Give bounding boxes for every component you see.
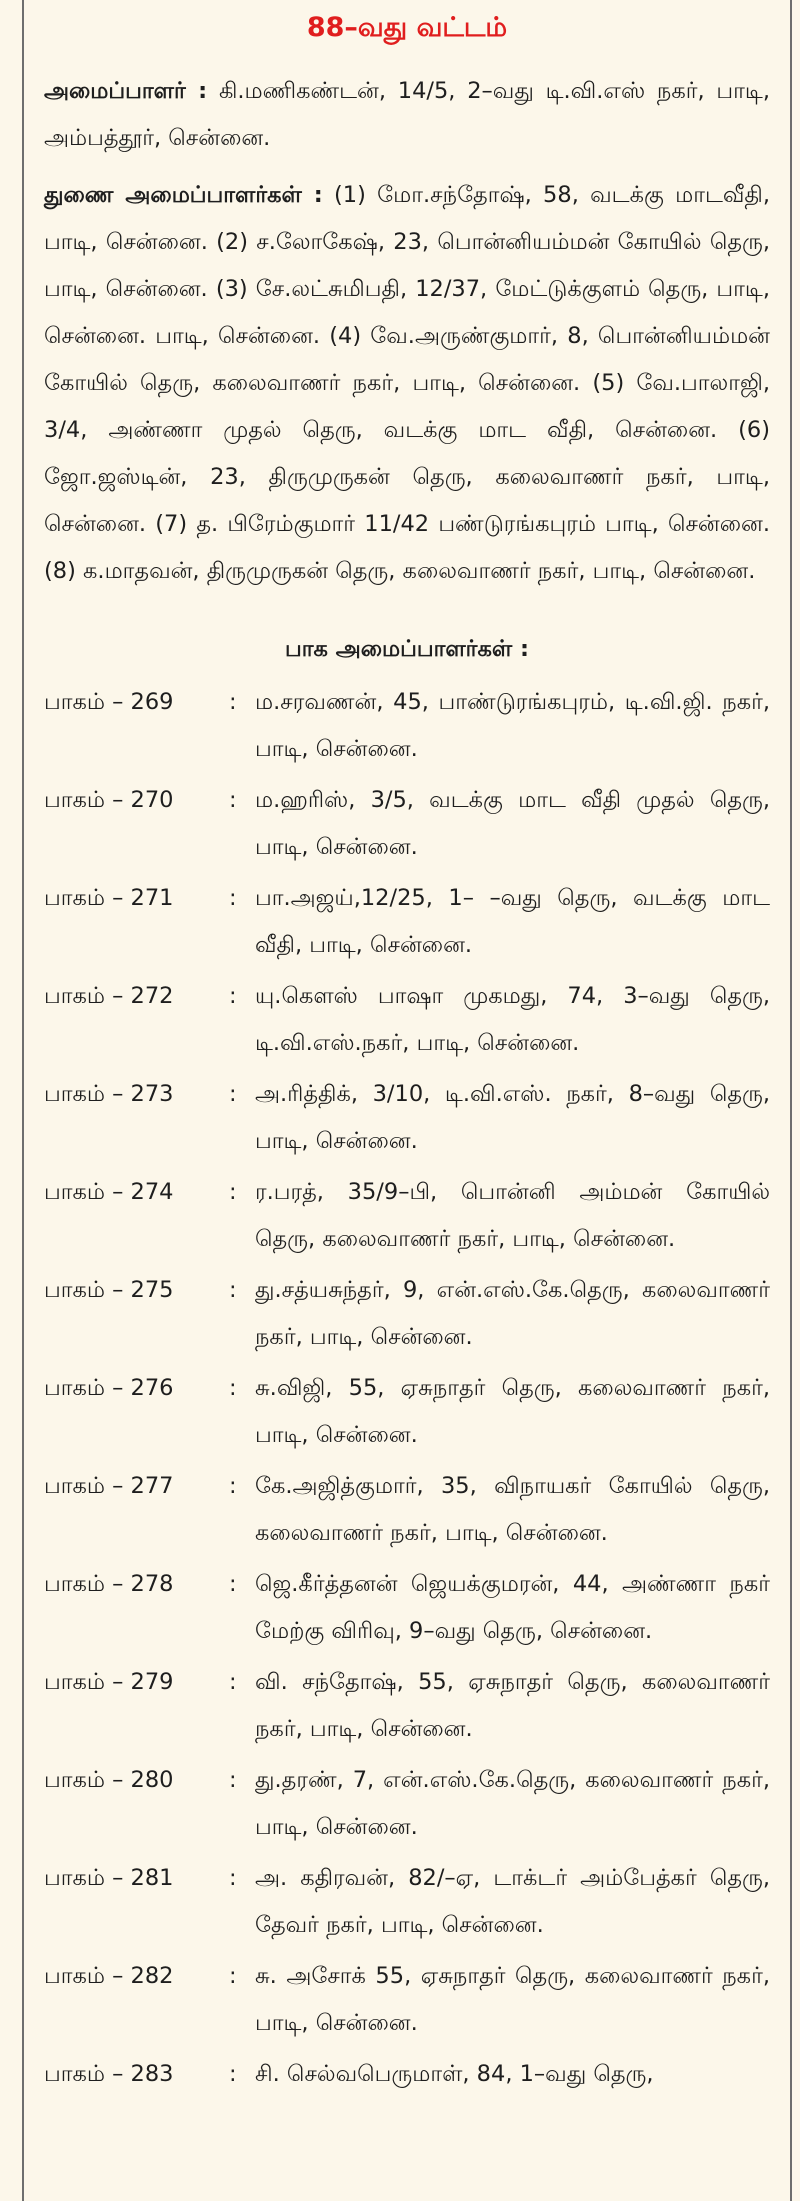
- entry-text: ர.பரத், 35/9–பி, பொன்னி அம்மன் கோயில் தெரு, கலைவாணர் நகர், பாடி, சென்னை.: [255, 1179, 770, 1252]
- entry-label: பாகம் – 276: [44, 1375, 174, 1401]
- entry-label: பாகம் – 270: [44, 787, 174, 813]
- entry-label: பாகம் – 280: [44, 1767, 174, 1793]
- organizer-text: கி.மணிகண்டன், 14/5, 2–வது டி.வி.எஸ் நகர், பாடி, அம்பத்தூர், சென்னை.: [44, 78, 770, 151]
- list-item: [44, 1463, 770, 1557]
- list-item: [44, 1561, 770, 1655]
- entry-text: சி. செல்வபெருமாள், 84, 1–வது தெரு,: [255, 2061, 654, 2087]
- entry-label: பாகம் – 271: [44, 885, 174, 911]
- entry-text: பா.அஜய்,12/25, 1– –வது தெரு, வடக்கு மாட வீதி, பாடி, சென்னை.: [255, 885, 770, 958]
- entry-label: பாகம் – 277: [44, 1473, 174, 1499]
- entry-label: பாகம் – 282: [44, 1963, 174, 1989]
- entry-label: பாகம் – 279: [44, 1669, 174, 1695]
- entry-separator: :: [229, 1963, 237, 1989]
- deputy-text: (1) மோ.சந்தோஷ், 58, வடக்கு மாடவீதி, பாடி, சென்னை. (2) ச.லோகேஷ், 23, பொன்னியம்மன் கோயில் தெரு, பாடி, சென்னை. (3) சே.லட்சுமிபதி, 12/37, மேட்டுக்குளம் தெரு, பாடி, சென்னை. பாடி, சென்னை. (4) வே.அருண்குமார், 8, பொன்னியம்மன் கோயில் தெரு, கலைவாணர் நகர், பாடி, சென்னை. (5) வே.பாலாஜி, 3/4, அண்ணா முதல் தெரு, வடக்கு மாட வீதி, சென்னை. (6) ஜோ.ஜஸ்டின், 23, திருமுருகன் தெரு, கலைவாணர் நகர், பாடி, சென்னை. (7) த. பிரேம்குமார் 11/42 பண்டுரங்கபுரம் பாடி, சென்னை. (8) க.மாதவன், திருமுருகன் தெரு, கலைவாணர் நகர், பாடி, சென்னை.: [44, 182, 770, 584]
- list-item: [44, 1659, 770, 1753]
- entry-label: பாகம் – 269: [44, 689, 174, 715]
- list-item: [44, 1365, 770, 1459]
- list-item: [44, 1757, 770, 1851]
- list-item: [44, 1953, 770, 2047]
- entry-separator: :: [229, 1473, 237, 1499]
- list-item: [44, 1169, 770, 1263]
- entry-label: பாகம் – 274: [44, 1179, 174, 1205]
- entry-text: கே.அஜித்குமார், 35, விநாயகர் கோயில் தெரு, கலைவாணர் நகர், பாடி, சென்னை.: [255, 1473, 770, 1546]
- entry-label: பாகம் – 273: [44, 1081, 174, 1107]
- entry-separator: :: [229, 689, 237, 715]
- entry-text: ம.சரவணன், 45, பாண்டுரங்கபுரம், டி.வி.ஜி. நகர், பாடி, சென்னை.: [255, 689, 770, 762]
- entry-text: சு.விஜி, 55, ஏசுநாதர் தெரு, கலைவாணர் நகர், பாடி, சென்னை.: [255, 1375, 770, 1448]
- list-item: [44, 1855, 770, 1949]
- entry-separator: :: [229, 1179, 237, 1205]
- deputy-label: துணை அமைப்பாளர்கள் :: [44, 182, 323, 208]
- document-page: [22, 0, 792, 2201]
- entry-separator: :: [229, 885, 237, 911]
- entry-label: பாகம் – 272: [44, 983, 174, 1009]
- entry-text: து.சத்யசுந்தர், 9, என்.எஸ்.கே.தெரு, கலைவாணர் நகர், பாடி, சென்னை.: [255, 1277, 770, 1350]
- entry-label: பாகம் – 281: [44, 1865, 174, 1891]
- entry-separator: :: [229, 787, 237, 813]
- list-item: [44, 777, 770, 871]
- entry-separator: :: [229, 1277, 237, 1303]
- entry-text: வி. சந்தோஷ், 55, ஏசுநாதர் தெரு, கலைவாணர் நகர், பாடி, சென்னை.: [255, 1669, 770, 1742]
- entry-separator: :: [229, 1081, 237, 1107]
- entry-label: பாகம் – 283: [44, 2061, 174, 2087]
- entry-text: ஜெ.கீர்த்தனன் ஜெயக்குமரன், 44, அண்ணா நகர் மேற்கு விரிவு, 9–வது தெரு, சென்னை.: [255, 1571, 770, 1644]
- entry-list: [44, 679, 770, 2098]
- entry-separator: :: [229, 1375, 237, 1401]
- list-item: [44, 1071, 770, 1165]
- entry-text: ம.ஹரிஸ், 3/5, வடக்கு மாட வீதி முதல் தெரு, பாடி, சென்னை.: [255, 787, 770, 860]
- entry-text: அ.ரித்திக், 3/10, டி.வி.எஸ். நகர், 8–வது தெரு, பாடி, சென்னை.: [255, 1081, 770, 1154]
- page-title: 88–வது வட்டம்: [306, 12, 508, 43]
- entry-separator: :: [229, 1865, 237, 1891]
- entry-label: பாகம் – 275: [44, 1277, 174, 1303]
- entry-label: பாகம் – 278: [44, 1571, 174, 1597]
- section-heading: பாக அமைப்பாளர்கள் :: [285, 636, 529, 662]
- list-item: [44, 679, 770, 773]
- entry-separator: :: [229, 1669, 237, 1695]
- deputy-paragraph: [44, 172, 770, 595]
- list-item: [44, 2051, 770, 2098]
- entry-text: யு.கௌஸ் பாஷா முகமது, 74, 3–வது தெரு, டி.வி.எஸ்.நகர், பாடி, சென்னை.: [255, 983, 770, 1056]
- entry-text: து.தரண், 7, என்.எஸ்.கே.தெரு, கலைவாணர் நகர், பாடி, சென்னை.: [255, 1767, 770, 1840]
- organizer-label: அமைப்பாளர் :: [44, 78, 208, 104]
- list-item: [44, 1267, 770, 1361]
- entry-separator: :: [229, 2061, 237, 2087]
- entry-text: அ. கதிரவன், 82/–ஏ, டாக்டர் அம்பேத்கர் தெரு, தேவர் நகர், பாடி, சென்னை.: [255, 1865, 770, 1938]
- list-item: [44, 875, 770, 969]
- entry-separator: :: [229, 1571, 237, 1597]
- organizer-paragraph: [44, 68, 770, 162]
- entry-text: சு. அசோக் 55, ஏசுநாதர் தெரு, கலைவாணர் நகர், பாடி, சென்னை.: [255, 1963, 770, 2036]
- entry-separator: :: [229, 1767, 237, 1793]
- list-item: [44, 973, 770, 1067]
- entry-separator: :: [229, 983, 237, 1009]
